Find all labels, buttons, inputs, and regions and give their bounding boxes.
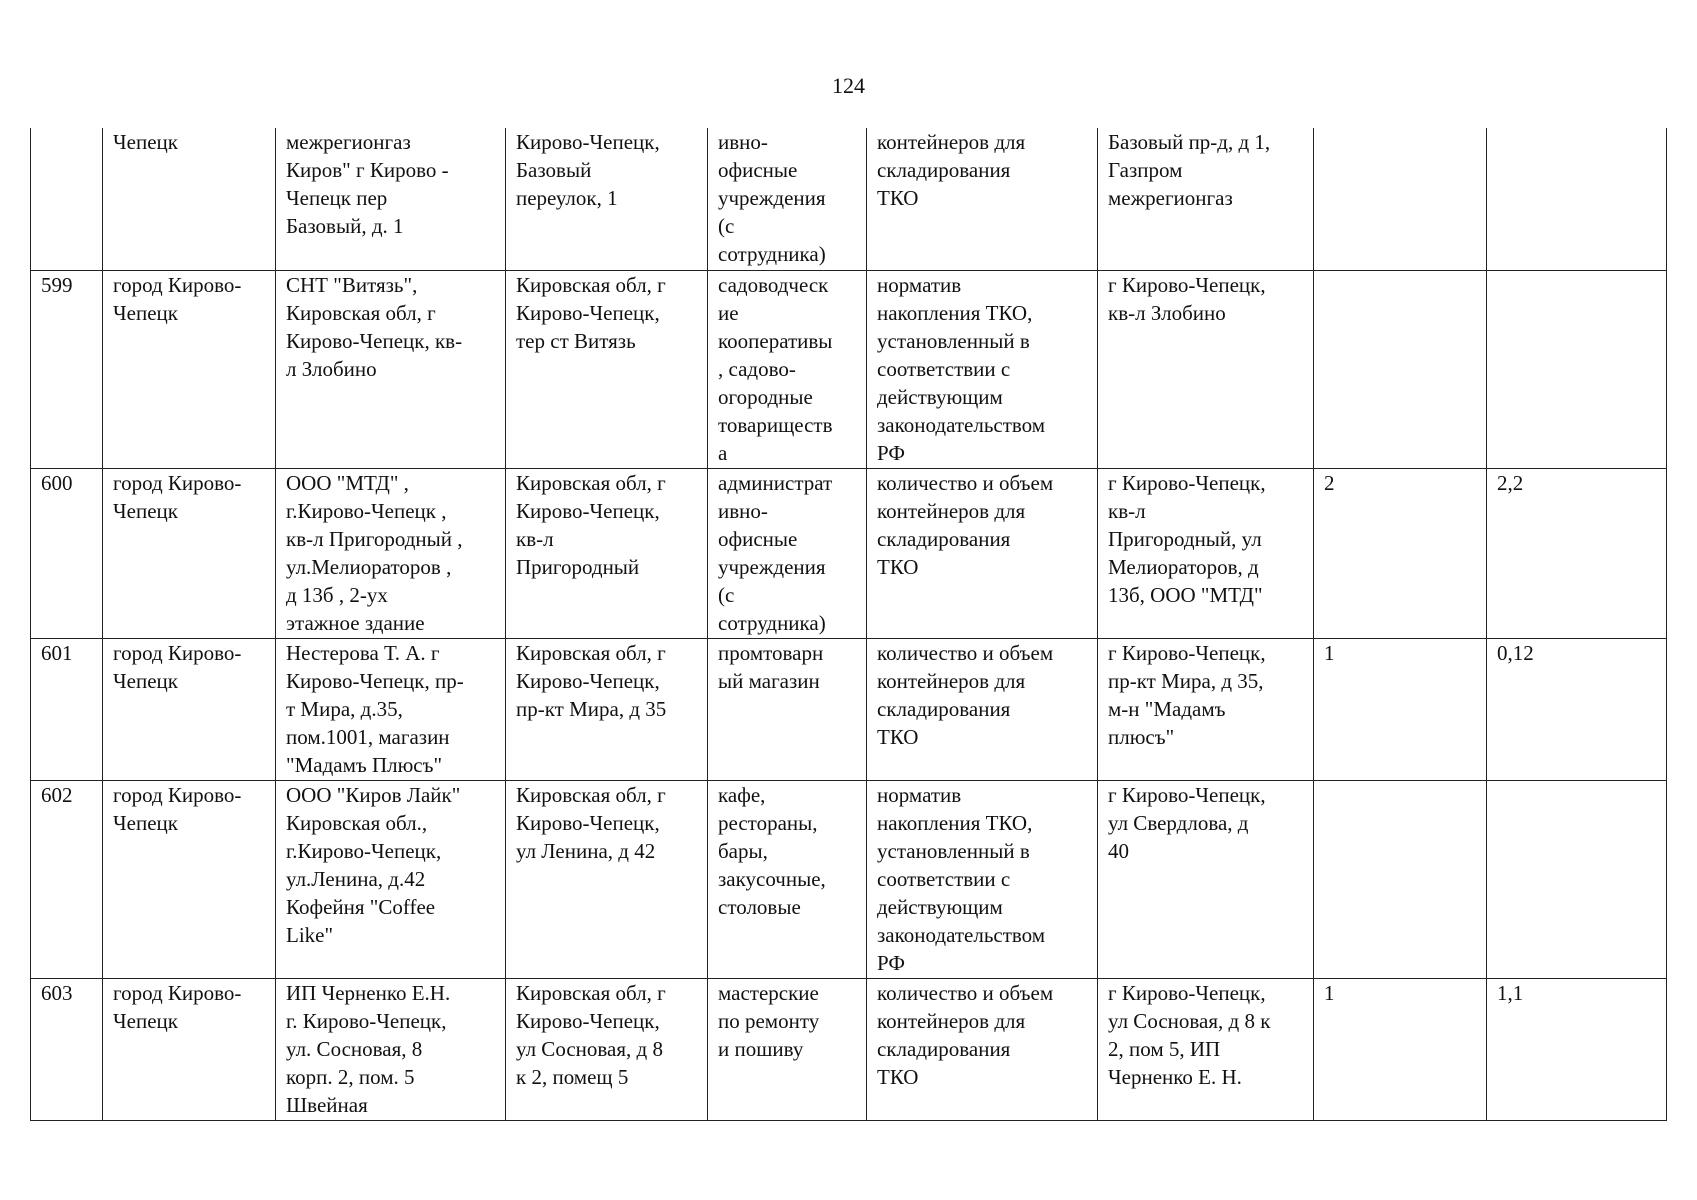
volume-cell: 0,12 xyxy=(1487,638,1667,780)
settlement-cell: город Кирово- Чепецк xyxy=(103,978,276,1120)
site-cell: Базовый пр-д, д 1, Газпром межрегионгаз xyxy=(1098,128,1314,270)
source-cell: Нестерова Т. А. г Кирово-Чепецк, пр- т Мира, д.35, пом.1001, магазин "Мадамъ Плюсъ" xyxy=(276,638,506,780)
site-cell: г Кирово-Чепецк, кв-л Пригородный, ул Мелиораторов, д 13б, ООО "МТД" xyxy=(1098,468,1314,638)
row-number-cell: 603 xyxy=(31,978,103,1120)
source-address-cell: Кировская обл, г Кирово-Чепецк, пр-кт Мира, д 35 xyxy=(506,638,708,780)
containers-cell: 1 xyxy=(1314,978,1487,1120)
table-row xyxy=(31,128,1667,270)
source-address-cell: Кировская обл, г Кирово-Чепецк, ул Сосновая, д 8 к 2, помещ 5 xyxy=(506,978,708,1120)
containers-cell: 2 xyxy=(1314,468,1487,638)
category-cell: администрат ивно- офисные учреждения (с сотрудника) xyxy=(708,468,867,638)
waste-sources-table xyxy=(30,128,1667,1121)
category-cell: садоводческ ие кооперативы , садово- огородные товариществ а xyxy=(708,270,867,468)
source-cell: межрегионгаз Киров" г Кирово - Чепецк пер Базовый, д. 1 xyxy=(276,128,506,270)
row-number-cell: 601 xyxy=(31,638,103,780)
table-row xyxy=(31,468,1667,638)
row-number-cell: 600 xyxy=(31,468,103,638)
volume-cell: 2,2 xyxy=(1487,468,1667,638)
source-address-cell: Кировская обл, г Кирово-Чепецк, тер ст Витязь xyxy=(506,270,708,468)
table-row xyxy=(31,638,1667,780)
category-cell: промтоварн ый магазин xyxy=(708,638,867,780)
containers-cell xyxy=(1314,270,1487,468)
basis-cell: норматив накопления ТКО, установленный в соответствии с действующим законодательством РФ xyxy=(867,270,1098,468)
row-number-cell: 599 xyxy=(31,270,103,468)
basis-cell: количество и объем контейнеров для складирования ТКО xyxy=(867,978,1098,1120)
category-cell: кафе, рестораны, бары, закусочные, столовые xyxy=(708,780,867,978)
site-cell: г Кирово-Чепецк, кв-л Злобино xyxy=(1098,270,1314,468)
settlement-cell: город Кирово- Чепецк xyxy=(103,638,276,780)
table-row xyxy=(31,978,1667,1120)
source-address-cell: Кировская обл, г Кирово-Чепецк, кв-л Пригородный xyxy=(506,468,708,638)
containers-cell xyxy=(1314,128,1487,270)
basis-cell: количество и объем контейнеров для складирования ТКО xyxy=(867,638,1098,780)
source-cell: ООО "Киров Лайк" Кировская обл., г.Кирово-Чепецк, ул.Ленина, д.42 Кофейня "Coffee Like" xyxy=(276,780,506,978)
page-number: 124 xyxy=(832,73,865,98)
basis-cell: количество и объем контейнеров для складирования ТКО xyxy=(867,468,1098,638)
category-cell: ивно- офисные учреждения (с сотрудника) xyxy=(708,128,867,270)
table-row xyxy=(31,270,1667,468)
containers-cell xyxy=(1314,780,1487,978)
table-row xyxy=(31,780,1667,978)
category-cell: мастерские по ремонту и пошиву xyxy=(708,978,867,1120)
volume-cell xyxy=(1487,270,1667,468)
site-cell: г Кирово-Чепецк, пр-кт Мира, д 35, м-н "Мадамъ плюсъ" xyxy=(1098,638,1314,780)
source-cell: СНТ "Витязь", Кировская обл, г Кирово-Чепецк, кв- л Злобино xyxy=(276,270,506,468)
settlement-cell: город Кирово- Чепецк xyxy=(103,468,276,638)
source-address-cell: Кировская обл, г Кирово-Чепецк, ул Ленина, д 42 xyxy=(506,780,708,978)
site-cell: г Кирово-Чепецк, ул Свердлова, д 40 xyxy=(1098,780,1314,978)
volume-cell xyxy=(1487,128,1667,270)
basis-cell: контейнеров для складирования ТКО xyxy=(867,128,1098,270)
volume-cell: 1,1 xyxy=(1487,978,1667,1120)
settlement-cell: город Кирово- Чепецк xyxy=(103,270,276,468)
site-cell: г Кирово-Чепецк, ул Сосновая, д 8 к 2, пом 5, ИП Черненко Е. Н. xyxy=(1098,978,1314,1120)
settlement-cell: город Кирово- Чепецк xyxy=(103,780,276,978)
basis-cell: норматив накопления ТКО, установленный в соответствии с действующим законодательством РФ xyxy=(867,780,1098,978)
volume-cell xyxy=(1487,780,1667,978)
source-cell: ИП Черненко Е.Н. г. Кирово-Чепецк, ул. Сосновая, 8 корп. 2, пом. 5 Швейная xyxy=(276,978,506,1120)
source-cell: ООО "МТД" , г.Кирово-Чепецк , кв-л Пригородный , ул.Мелиораторов , д 13б , 2-ух этажное здание xyxy=(276,468,506,638)
containers-cell: 1 xyxy=(1314,638,1487,780)
row-number-cell xyxy=(31,128,103,270)
source-address-cell: Кирово-Чепецк, Базовый переулок, 1 xyxy=(506,128,708,270)
row-number-cell: 602 xyxy=(31,780,103,978)
settlement-cell: Чепецк xyxy=(103,128,276,270)
